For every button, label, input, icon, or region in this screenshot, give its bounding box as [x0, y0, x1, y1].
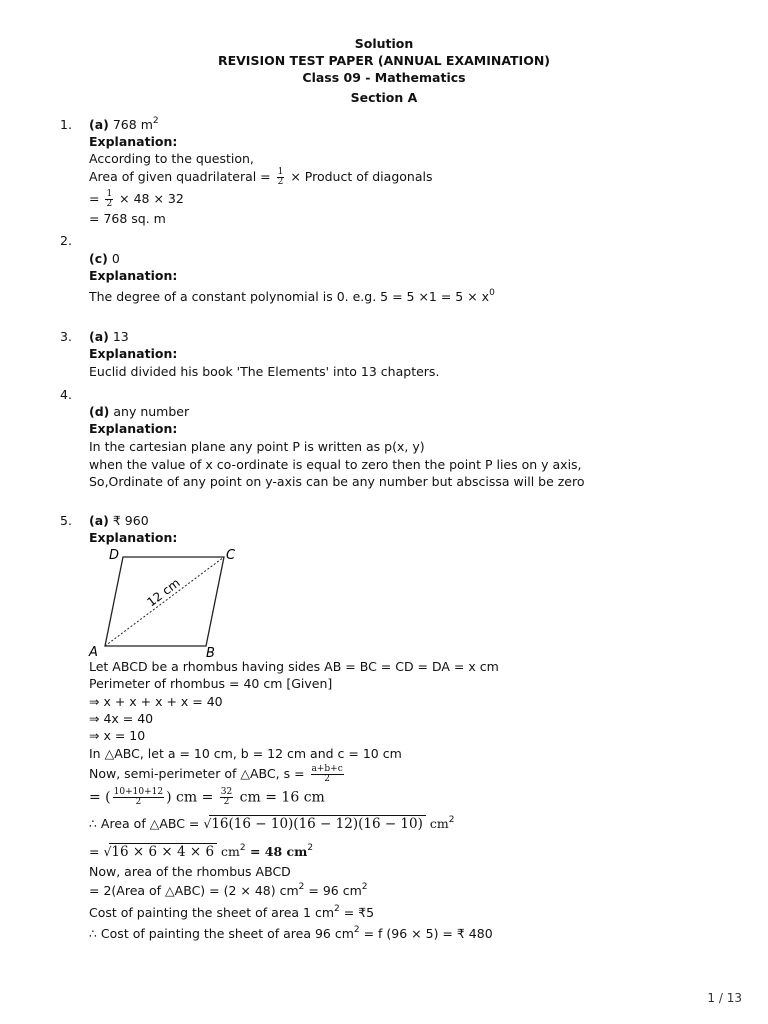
rhombus-figure — [85, 545, 245, 660]
text-part: ) cm = — [166, 789, 218, 806]
fraction-den: 2 — [223, 797, 230, 807]
solution-line: Perimeter of rhombus = 40 cm [Given] — [89, 676, 333, 691]
explanation-label: Explanation: — [89, 421, 178, 436]
solution-line: Now, area of the rhombus ABCD — [89, 864, 291, 879]
text-part: = 96 cm — [304, 883, 362, 898]
explanation-label: Explanation: — [89, 134, 178, 149]
triangle-icon: △ — [240, 766, 250, 781]
text-part: ∴ Cost of painting the sheet of area 96 cm — [89, 926, 354, 941]
answer-text: 768 m — [112, 117, 153, 132]
text-part: cm — [217, 844, 240, 859]
triangle-icon: △ — [149, 816, 160, 831]
solution-line: ∴ Area of △ABC = √16(16 − 10)(16 − 12)(16 − 10) $cm^2$ — [89, 815, 455, 832]
doc-subtitle: REVISION TEST PAPER (ANNUAL EXAMINATION) — [217, 53, 551, 68]
solution-line — [89, 905, 374, 920]
fraction — [220, 788, 233, 807]
fraction-num: 32 — [220, 787, 233, 797]
rhombus-shape — [105, 557, 224, 646]
vertex-label-c: C — [226, 548, 236, 563]
solution-line — [89, 168, 432, 187]
text-part: ABC, s = — [250, 766, 309, 781]
text-part: = ( — [89, 789, 111, 806]
text-part: ABC = — [159, 816, 204, 831]
answer-option: (a) — [89, 329, 109, 344]
text-part: ABC, let a = 10 cm, b = 12 cm and c = 10 cm — [114, 746, 402, 761]
fraction — [113, 788, 164, 807]
fraction-num: 10+10+12 — [113, 787, 164, 797]
solution-line: when the value of x co-ordinate is equal to zero then the point P lies on y axis, — [89, 457, 582, 472]
diagonal-length-label: 12 cm — [144, 575, 183, 610]
question-number: 4. — [60, 387, 72, 402]
text-part: × Product of diagonals — [286, 169, 433, 184]
superscript: 2 — [361, 882, 368, 892]
text-part: = 2(Area of — [89, 883, 166, 898]
text-part: ∴ Area of — [89, 816, 150, 831]
solution-line — [89, 765, 346, 784]
superscript: 2 — [334, 904, 340, 914]
page-number: 1 / 13 — [707, 991, 742, 1005]
text-part: cm = 16 cm — [235, 789, 325, 806]
radicand: 16(16 − 10)(16 − 12)(16 − 10) — [209, 815, 426, 832]
superscript: 2 — [298, 882, 305, 892]
class-title: Class 09 - Mathematics — [302, 70, 466, 85]
radicand: 16 × 6 × 4 × 6 — [109, 843, 217, 860]
question-number: 5. — [60, 513, 72, 528]
superscript: 2 — [239, 843, 246, 853]
solution-line — [89, 883, 368, 898]
explanation-label: Explanation: — [89, 268, 178, 283]
answer-option: (a) — [89, 513, 109, 528]
text-part: In — [89, 746, 105, 761]
superscript: 2 — [307, 843, 314, 853]
fraction: $\frac{1}{2}$ — [106, 189, 113, 209]
diagonal-ac — [105, 557, 224, 646]
answer-line — [89, 513, 149, 528]
section-title: Section A — [350, 90, 418, 105]
vertex-label-b: B — [206, 646, 215, 660]
fraction-den: 2 — [135, 797, 142, 807]
solution-line: In the cartesian plane any point P is written as p(x, y) — [89, 439, 425, 454]
fraction: $\frac{1}{2}$ — [277, 167, 284, 187]
superscript: 0 — [489, 288, 495, 298]
answer-line — [89, 404, 189, 419]
solution-line — [89, 746, 402, 761]
text-part: cm — [425, 816, 449, 831]
text-part: = 48 cm — [245, 844, 308, 859]
answer-text: ₹ 960 — [112, 513, 149, 528]
text-part: = — [89, 844, 104, 859]
explanation-label: Explanation: — [89, 530, 178, 545]
doc-title: Solution — [354, 36, 414, 51]
answer-option: (c) — [89, 251, 108, 266]
text-part: Area of given quadrilateral = — [89, 169, 275, 184]
question-number: 1. — [60, 117, 72, 132]
solution-line — [89, 926, 493, 941]
text-part: The degree of a constant polynomial is 0. e.g. 5 = 5 ×1 = 5 × x — [89, 289, 490, 304]
fraction-num: a+b+c — [311, 764, 343, 774]
answer-option: (a) — [89, 117, 109, 132]
solution-line: According to the question, — [89, 151, 254, 166]
answer-line — [89, 251, 120, 266]
solution-line: Let ABCD be a rhombus having sides AB = BC = CD = DA = x cm — [89, 659, 499, 674]
triangle-icon: △ — [104, 746, 115, 761]
fraction-den: 2 — [324, 774, 330, 784]
question-number: 2. — [60, 233, 72, 248]
answer-option: (d) — [89, 404, 110, 419]
solution-line — [89, 289, 495, 304]
solution-line: = √16 × 6 × 4 × 6 $cm^2 = 48$ $cm^2$ — [89, 843, 314, 860]
solution-line: ⇒ x + x + x + x = 40 — [89, 694, 223, 709]
answer-sup: 2 — [152, 116, 159, 126]
superscript: 2 — [353, 925, 360, 935]
question-number: 3. — [60, 329, 72, 344]
answer-line — [89, 117, 159, 132]
vertex-label-d: D — [109, 548, 120, 563]
solution-line — [89, 788, 325, 807]
answer-line — [89, 329, 129, 344]
solution-line: ⇒ 4x = 40 — [89, 711, 154, 726]
triangle-icon: △ — [165, 883, 175, 898]
text-part: Now, semi-perimeter of — [89, 766, 241, 781]
text-part: = ₹5 — [339, 905, 375, 920]
text-part: ABC) = (2 × 48) cm — [174, 883, 299, 898]
solution-line: ⇒ x = 10 — [89, 728, 146, 743]
text-part: Cost of painting the sheet of area 1 cm — [89, 905, 335, 920]
answer-text: 13 — [112, 329, 129, 344]
vertex-label-a: A — [89, 645, 98, 660]
solution-line: Euclid divided his book 'The Elements' into 13 chapters. — [89, 364, 440, 379]
explanation-label: Explanation: — [89, 346, 178, 361]
solution-line: So,Ordinate of any point on y-axis can be any number but abscissa will be zero — [89, 474, 585, 489]
superscript: 2 — [448, 815, 455, 825]
solution-line: = 768 sq. m — [89, 211, 166, 226]
text-part: = — [89, 191, 104, 206]
text-part: = f (96 × 5) = ₹ 480 — [359, 926, 493, 941]
answer-text: 0 — [111, 251, 120, 266]
answer-text: any number — [113, 404, 190, 419]
text-part: × 48 × 32 — [115, 191, 184, 206]
fraction — [311, 765, 344, 784]
solution-line — [89, 190, 184, 209]
